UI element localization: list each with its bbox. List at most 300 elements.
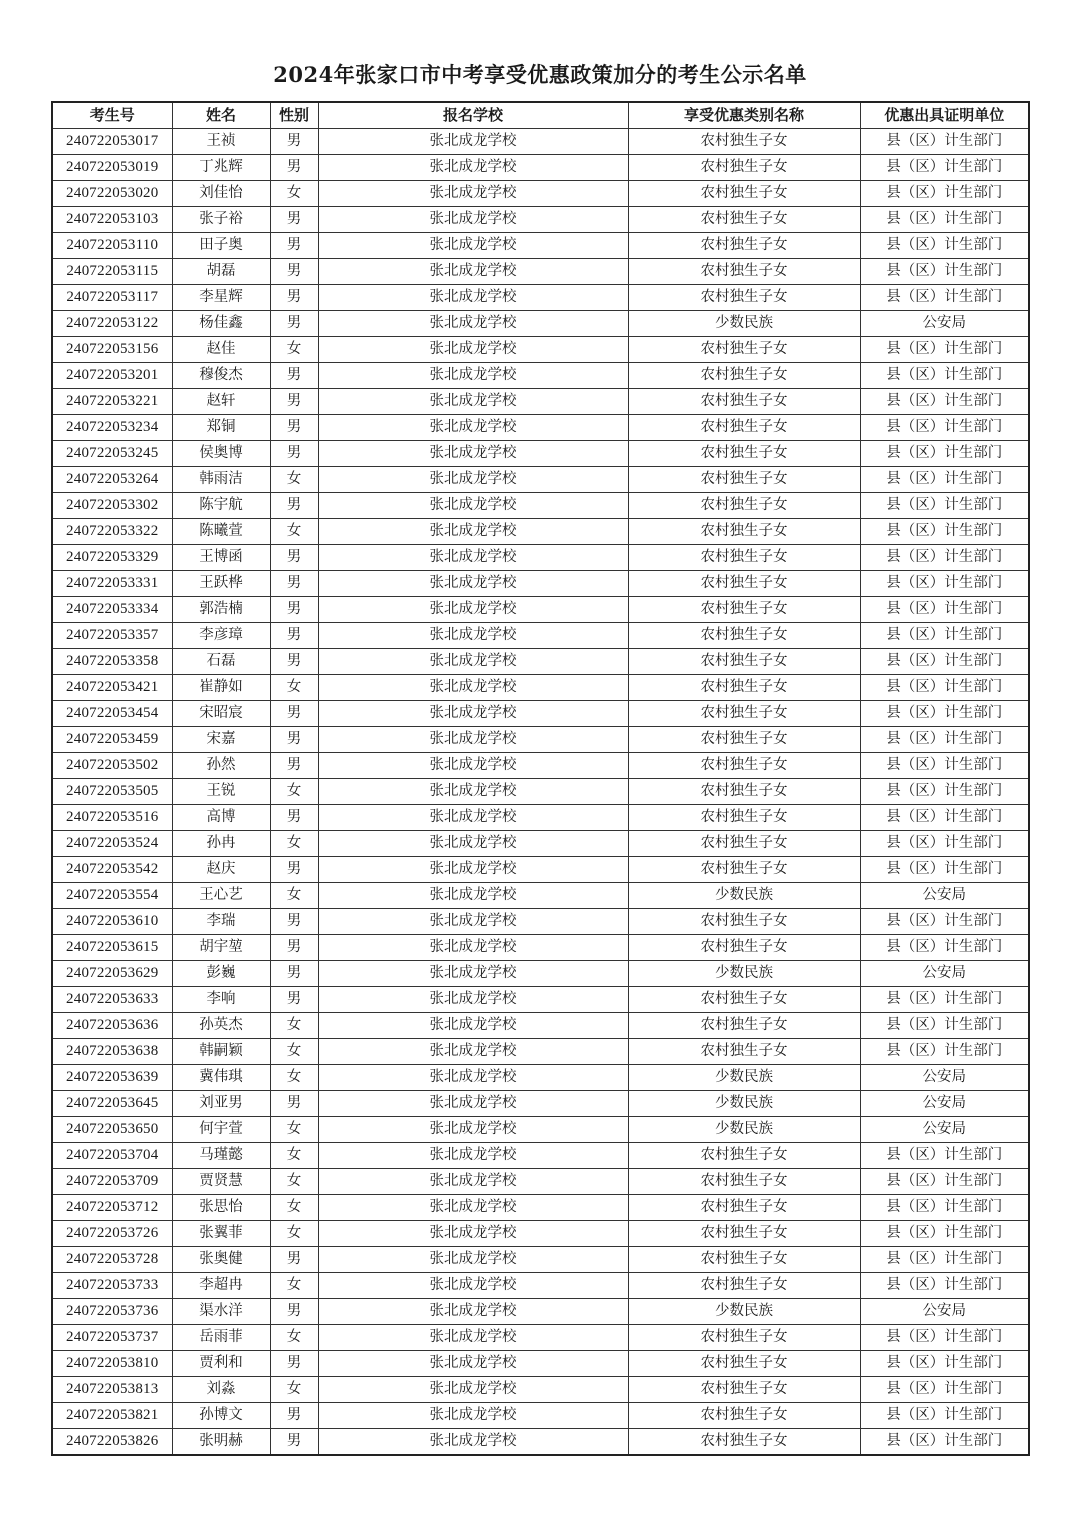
certifying-unit-cell: 县（区）计生部门 <box>860 389 1029 415</box>
gender-cell: 男 <box>270 233 318 259</box>
certifying-unit-cell: 县（区）计生部门 <box>860 935 1029 961</box>
table-row <box>52 1169 1029 1195</box>
gender-cell: 男 <box>270 311 318 337</box>
table-row <box>52 805 1029 831</box>
name-cell: 胡宇堃 <box>172 935 270 961</box>
name-cell: 刘淼 <box>172 1377 270 1403</box>
name-cell: 丁兆辉 <box>172 155 270 181</box>
gender-cell: 女 <box>270 1013 318 1039</box>
school-cell: 张北成龙学校 <box>318 129 628 155</box>
header-school: 报名学校 <box>318 102 628 129</box>
name-cell: 彭巍 <box>172 961 270 987</box>
gender-cell: 女 <box>270 467 318 493</box>
certifying-unit-cell: 县（区）计生部门 <box>860 753 1029 779</box>
exam-number-cell: 240722053264 <box>52 467 172 493</box>
school-cell: 张北成龙学校 <box>318 1169 628 1195</box>
certifying-unit-cell: 县（区）计生部门 <box>860 831 1029 857</box>
school-cell: 张北成龙学校 <box>318 1013 628 1039</box>
exam-number-cell: 240722053017 <box>52 129 172 155</box>
table-row <box>52 623 1029 649</box>
name-cell: 刘亚男 <box>172 1091 270 1117</box>
name-cell: 杨佳鑫 <box>172 311 270 337</box>
name-cell: 赵佳 <box>172 337 270 363</box>
benefit-category-cell: 农村独生子女 <box>628 753 860 779</box>
certifying-unit-cell: 公安局 <box>860 1299 1029 1325</box>
benefit-category-cell: 农村独生子女 <box>628 1195 860 1221</box>
gender-cell: 男 <box>270 935 318 961</box>
benefit-category-cell: 少数民族 <box>628 1091 860 1117</box>
exam-number-cell: 240722053712 <box>52 1195 172 1221</box>
school-cell: 张北成龙学校 <box>318 727 628 753</box>
header-gender: 性别 <box>270 102 318 129</box>
exam-number-cell: 240722053329 <box>52 545 172 571</box>
name-cell: 郑铜 <box>172 415 270 441</box>
table-row <box>52 181 1029 207</box>
table-row <box>52 1013 1029 1039</box>
table-row <box>52 987 1029 1013</box>
certifying-unit-cell: 县（区）计生部门 <box>860 467 1029 493</box>
certifying-unit-cell: 县（区）计生部门 <box>860 1039 1029 1065</box>
gender-cell: 女 <box>270 1221 318 1247</box>
school-cell: 张北成龙学校 <box>318 337 628 363</box>
benefit-category-cell: 农村独生子女 <box>628 363 860 389</box>
table-row <box>52 909 1029 935</box>
gender-cell: 女 <box>270 519 318 545</box>
certifying-unit-cell: 县（区）计生部门 <box>860 1169 1029 1195</box>
certifying-unit-cell: 县（区）计生部门 <box>860 181 1029 207</box>
certifying-unit-cell: 县（区）计生部门 <box>860 1377 1029 1403</box>
exam-number-cell: 240722053733 <box>52 1273 172 1299</box>
gender-cell: 女 <box>270 883 318 909</box>
benefit-category-cell: 农村独生子女 <box>628 285 860 311</box>
table-row <box>52 1429 1029 1456</box>
benefit-category-cell: 农村独生子女 <box>628 571 860 597</box>
name-cell: 王心艺 <box>172 883 270 909</box>
exam-number-cell: 240722053221 <box>52 389 172 415</box>
school-cell: 张北成龙学校 <box>318 1247 628 1273</box>
benefit-category-cell: 农村独生子女 <box>628 1039 860 1065</box>
certifying-unit-cell: 县（区）计生部门 <box>860 259 1029 285</box>
header-exam-number: 考生号 <box>52 102 172 129</box>
exam-number-cell: 240722053709 <box>52 1169 172 1195</box>
gender-cell: 男 <box>270 545 318 571</box>
gender-cell: 男 <box>270 623 318 649</box>
name-cell: 赵轩 <box>172 389 270 415</box>
school-cell: 张北成龙学校 <box>318 467 628 493</box>
certifying-unit-cell: 县（区）计生部门 <box>860 415 1029 441</box>
certifying-unit-cell: 县（区）计生部门 <box>860 1351 1029 1377</box>
school-cell: 张北成龙学校 <box>318 597 628 623</box>
name-cell: 胡磊 <box>172 259 270 285</box>
exam-number-cell: 240722053821 <box>52 1403 172 1429</box>
gender-cell: 男 <box>270 1351 318 1377</box>
name-cell: 李响 <box>172 987 270 1013</box>
certifying-unit-cell: 县（区）计生部门 <box>860 857 1029 883</box>
benefit-category-cell: 农村独生子女 <box>628 935 860 961</box>
table-row <box>52 571 1029 597</box>
school-cell: 张北成龙学校 <box>318 259 628 285</box>
benefit-category-cell: 少数民族 <box>628 311 860 337</box>
gender-cell: 男 <box>270 1429 318 1456</box>
exam-number-cell: 240722053638 <box>52 1039 172 1065</box>
benefit-category-cell: 农村独生子女 <box>628 1377 860 1403</box>
exam-number-cell: 240722053650 <box>52 1117 172 1143</box>
gender-cell: 男 <box>270 597 318 623</box>
table-row <box>52 311 1029 337</box>
table-row <box>52 415 1029 441</box>
benefit-category-cell: 农村独生子女 <box>628 727 860 753</box>
certifying-unit-cell: 县（区）计生部门 <box>860 441 1029 467</box>
exam-number-cell: 240722053610 <box>52 909 172 935</box>
certifying-unit-cell: 县（区）计生部门 <box>860 1273 1029 1299</box>
school-cell: 张北成龙学校 <box>318 935 628 961</box>
benefit-category-cell: 农村独生子女 <box>628 545 860 571</box>
table-row <box>52 1091 1029 1117</box>
table-row <box>52 753 1029 779</box>
certifying-unit-cell: 县（区）计生部门 <box>860 1325 1029 1351</box>
exam-number-cell: 240722053322 <box>52 519 172 545</box>
name-cell: 贾利和 <box>172 1351 270 1377</box>
gender-cell: 男 <box>270 753 318 779</box>
exam-number-cell: 240722053726 <box>52 1221 172 1247</box>
page-title: 2024年张家口市中考享受优惠政策加分的考生公示名单 <box>273 62 807 87</box>
school-cell: 张北成龙学校 <box>318 441 628 467</box>
name-cell: 王跃桦 <box>172 571 270 597</box>
benefit-category-cell: 农村独生子女 <box>628 337 860 363</box>
gender-cell: 女 <box>270 1169 318 1195</box>
exam-number-cell: 240722053629 <box>52 961 172 987</box>
table-row <box>52 363 1029 389</box>
exam-number-cell: 240722053736 <box>52 1299 172 1325</box>
certifying-unit-cell: 县（区）计生部门 <box>860 675 1029 701</box>
exam-number-cell: 240722053201 <box>52 363 172 389</box>
certifying-unit-cell: 县（区）计生部门 <box>860 207 1029 233</box>
exam-number-cell: 240722053633 <box>52 987 172 1013</box>
exam-number-cell: 240722053454 <box>52 701 172 727</box>
benefit-category-cell: 农村独生子女 <box>628 1403 860 1429</box>
certifying-unit-cell: 公安局 <box>860 1117 1029 1143</box>
gender-cell: 男 <box>270 1247 318 1273</box>
certifying-unit-cell: 县（区）计生部门 <box>860 129 1029 155</box>
name-cell: 孙冉 <box>172 831 270 857</box>
school-cell: 张北成龙学校 <box>318 1351 628 1377</box>
school-cell: 张北成龙学校 <box>318 1195 628 1221</box>
name-cell: 高博 <box>172 805 270 831</box>
school-cell: 张北成龙学校 <box>318 1091 628 1117</box>
certifying-unit-cell: 县（区）计生部门 <box>860 727 1029 753</box>
name-cell: 孙然 <box>172 753 270 779</box>
name-cell: 宋嘉 <box>172 727 270 753</box>
header-name: 姓名 <box>172 102 270 129</box>
gender-cell: 男 <box>270 649 318 675</box>
gender-cell: 男 <box>270 415 318 441</box>
certifying-unit-cell: 公安局 <box>860 1065 1029 1091</box>
benefit-category-cell: 农村独生子女 <box>628 493 860 519</box>
school-cell: 张北成龙学校 <box>318 1117 628 1143</box>
name-cell: 陈曦萱 <box>172 519 270 545</box>
certifying-unit-cell: 公安局 <box>860 961 1029 987</box>
certifying-unit-cell: 县（区）计生部门 <box>860 337 1029 363</box>
gender-cell: 男 <box>270 389 318 415</box>
school-cell: 张北成龙学校 <box>318 363 628 389</box>
gender-cell: 男 <box>270 1403 318 1429</box>
school-cell: 张北成龙学校 <box>318 415 628 441</box>
table-row <box>52 675 1029 701</box>
table-row <box>52 389 1029 415</box>
certifying-unit-cell: 县（区）计生部门 <box>860 649 1029 675</box>
school-cell: 张北成龙学校 <box>318 285 628 311</box>
name-cell: 何宇萱 <box>172 1117 270 1143</box>
school-cell: 张北成龙学校 <box>318 1221 628 1247</box>
certifying-unit-cell: 县（区）计生部门 <box>860 1247 1029 1273</box>
school-cell: 张北成龙学校 <box>318 1273 628 1299</box>
exam-number-cell: 240722053245 <box>52 441 172 467</box>
certifying-unit-cell: 县（区）计生部门 <box>860 1429 1029 1456</box>
gender-cell: 男 <box>270 207 318 233</box>
school-cell: 张北成龙学校 <box>318 233 628 259</box>
benefit-category-cell: 少数民族 <box>628 1299 860 1325</box>
certifying-unit-cell: 县（区）计生部门 <box>860 1143 1029 1169</box>
benefit-category-cell: 农村独生子女 <box>628 181 860 207</box>
certifying-unit-cell: 县（区）计生部门 <box>860 519 1029 545</box>
school-cell: 张北成龙学校 <box>318 1377 628 1403</box>
table-row <box>52 441 1029 467</box>
gender-cell: 男 <box>270 571 318 597</box>
name-cell: 李瑞 <box>172 909 270 935</box>
school-cell: 张北成龙学校 <box>318 805 628 831</box>
name-cell: 赵庆 <box>172 857 270 883</box>
name-cell: 张翼菲 <box>172 1221 270 1247</box>
gender-cell: 女 <box>270 831 318 857</box>
exam-number-cell: 240722053826 <box>52 1429 172 1456</box>
certifying-unit-cell: 县（区）计生部门 <box>860 1013 1029 1039</box>
table-row <box>52 259 1029 285</box>
header-benefit-category: 享受优惠类别名称 <box>628 102 860 129</box>
table-row <box>52 545 1029 571</box>
gender-cell: 女 <box>270 675 318 701</box>
exam-number-cell: 240722053115 <box>52 259 172 285</box>
certifying-unit-cell: 县（区）计生部门 <box>860 1195 1029 1221</box>
benefit-category-cell: 农村独生子女 <box>628 831 860 857</box>
school-cell: 张北成龙学校 <box>318 857 628 883</box>
school-cell: 张北成龙学校 <box>318 1325 628 1351</box>
name-cell: 王祯 <box>172 129 270 155</box>
benefit-category-cell: 农村独生子女 <box>628 649 860 675</box>
school-cell: 张北成龙学校 <box>318 649 628 675</box>
gender-cell: 女 <box>270 1273 318 1299</box>
exam-number-cell: 240722053459 <box>52 727 172 753</box>
certifying-unit-cell: 公安局 <box>860 311 1029 337</box>
name-cell: 张奥健 <box>172 1247 270 1273</box>
gender-cell: 男 <box>270 1299 318 1325</box>
school-cell: 张北成龙学校 <box>318 493 628 519</box>
school-cell: 张北成龙学校 <box>318 831 628 857</box>
benefit-category-cell: 农村独生子女 <box>628 233 860 259</box>
certifying-unit-cell: 县（区）计生部门 <box>860 623 1029 649</box>
gender-cell: 男 <box>270 155 318 181</box>
exam-number-cell: 240722053737 <box>52 1325 172 1351</box>
exam-number-cell: 240722053524 <box>52 831 172 857</box>
gender-cell: 男 <box>270 909 318 935</box>
benefit-category-cell: 少数民族 <box>628 1117 860 1143</box>
exam-number-cell: 240722053110 <box>52 233 172 259</box>
certifying-unit-cell: 县（区）计生部门 <box>860 545 1029 571</box>
gender-cell: 女 <box>270 337 318 363</box>
name-cell: 张思怡 <box>172 1195 270 1221</box>
gender-cell: 女 <box>270 1117 318 1143</box>
table-header-row <box>52 102 1029 129</box>
table-row <box>52 129 1029 155</box>
student-roster-table <box>51 101 1030 1456</box>
name-cell: 张子裕 <box>172 207 270 233</box>
benefit-category-cell: 少数民族 <box>628 1065 860 1091</box>
benefit-category-cell: 农村独生子女 <box>628 259 860 285</box>
table-row <box>52 935 1029 961</box>
table-row <box>52 779 1029 805</box>
table-row <box>52 857 1029 883</box>
name-cell: 王博函 <box>172 545 270 571</box>
school-cell: 张北成龙学校 <box>318 571 628 597</box>
benefit-category-cell: 农村独生子女 <box>628 441 860 467</box>
name-cell: 李彦璋 <box>172 623 270 649</box>
gender-cell: 女 <box>270 181 318 207</box>
school-cell: 张北成龙学校 <box>318 519 628 545</box>
benefit-category-cell: 农村独生子女 <box>628 415 860 441</box>
gender-cell: 女 <box>270 779 318 805</box>
gender-cell: 女 <box>270 1143 318 1169</box>
exam-number-cell: 240722053302 <box>52 493 172 519</box>
exam-number-cell: 240722053019 <box>52 155 172 181</box>
school-cell: 张北成龙学校 <box>318 1143 628 1169</box>
school-cell: 张北成龙学校 <box>318 883 628 909</box>
benefit-category-cell: 农村独生子女 <box>628 207 860 233</box>
benefit-category-cell: 农村独生子女 <box>628 1351 860 1377</box>
benefit-category-cell: 农村独生子女 <box>628 701 860 727</box>
table-row <box>52 155 1029 181</box>
certifying-unit-cell: 县（区）计生部门 <box>860 1221 1029 1247</box>
table-row <box>52 1377 1029 1403</box>
name-cell: 韩雨洁 <box>172 467 270 493</box>
name-cell: 张明赫 <box>172 1429 270 1456</box>
gender-cell: 男 <box>270 129 318 155</box>
name-cell: 冀伟琪 <box>172 1065 270 1091</box>
table-row <box>52 285 1029 311</box>
table-row <box>52 233 1029 259</box>
school-cell: 张北成龙学校 <box>318 207 628 233</box>
exam-number-cell: 240722053234 <box>52 415 172 441</box>
certifying-unit-cell: 县（区）计生部门 <box>860 909 1029 935</box>
gender-cell: 男 <box>270 857 318 883</box>
table-body <box>52 129 1029 1456</box>
certifying-unit-cell: 县（区）计生部门 <box>860 597 1029 623</box>
benefit-category-cell: 农村独生子女 <box>628 1273 860 1299</box>
table-row <box>52 1221 1029 1247</box>
table-row <box>52 1299 1029 1325</box>
certifying-unit-cell: 县（区）计生部门 <box>860 805 1029 831</box>
gender-cell: 男 <box>270 727 318 753</box>
name-cell: 孙英杰 <box>172 1013 270 1039</box>
exam-number-cell: 240722053813 <box>52 1377 172 1403</box>
name-cell: 穆俊杰 <box>172 363 270 389</box>
school-cell: 张北成龙学校 <box>318 389 628 415</box>
school-cell: 张北成龙学校 <box>318 1039 628 1065</box>
benefit-category-cell: 农村独生子女 <box>628 1013 860 1039</box>
benefit-category-cell: 农村独生子女 <box>628 1221 860 1247</box>
name-cell: 陈宇航 <box>172 493 270 519</box>
benefit-category-cell: 农村独生子女 <box>628 909 860 935</box>
benefit-category-cell: 农村独生子女 <box>628 389 860 415</box>
school-cell: 张北成龙学校 <box>318 155 628 181</box>
gender-cell: 男 <box>270 961 318 987</box>
header-certifying-unit: 优惠出具证明单位 <box>860 102 1029 129</box>
table-row <box>52 1247 1029 1273</box>
name-cell: 宋昭宸 <box>172 701 270 727</box>
table-row <box>52 1065 1029 1091</box>
gender-cell: 男 <box>270 363 318 389</box>
certifying-unit-cell: 县（区）计生部门 <box>860 701 1029 727</box>
exam-number-cell: 240722053334 <box>52 597 172 623</box>
exam-number-cell: 240722053636 <box>52 1013 172 1039</box>
school-cell: 张北成龙学校 <box>318 545 628 571</box>
table-row <box>52 961 1029 987</box>
table-row <box>52 1143 1029 1169</box>
name-cell: 王锐 <box>172 779 270 805</box>
school-cell: 张北成龙学校 <box>318 181 628 207</box>
gender-cell: 女 <box>270 1325 318 1351</box>
name-cell: 崔静如 <box>172 675 270 701</box>
table-row <box>52 1403 1029 1429</box>
benefit-category-cell: 农村独生子女 <box>628 675 860 701</box>
benefit-category-cell: 农村独生子女 <box>628 1169 860 1195</box>
certifying-unit-cell: 县（区）计生部门 <box>860 1403 1029 1429</box>
gender-cell: 男 <box>270 285 318 311</box>
certifying-unit-cell: 县（区）计生部门 <box>860 493 1029 519</box>
benefit-category-cell: 农村独生子女 <box>628 987 860 1013</box>
benefit-category-cell: 农村独生子女 <box>628 1429 860 1456</box>
gender-cell: 男 <box>270 701 318 727</box>
exam-number-cell: 240722053020 <box>52 181 172 207</box>
name-cell: 侯奥博 <box>172 441 270 467</box>
exam-number-cell: 240722053554 <box>52 883 172 909</box>
table-row <box>52 207 1029 233</box>
benefit-category-cell: 农村独生子女 <box>628 129 860 155</box>
table-row <box>52 1351 1029 1377</box>
name-cell: 韩嗣颖 <box>172 1039 270 1065</box>
table-row <box>52 883 1029 909</box>
school-cell: 张北成龙学校 <box>318 987 628 1013</box>
exam-number-cell: 240722053357 <box>52 623 172 649</box>
certifying-unit-cell: 县（区）计生部门 <box>860 779 1029 805</box>
gender-cell: 男 <box>270 441 318 467</box>
exam-number-cell: 240722053645 <box>52 1091 172 1117</box>
gender-cell: 男 <box>270 987 318 1013</box>
table-row <box>52 1117 1029 1143</box>
name-cell: 李星辉 <box>172 285 270 311</box>
certifying-unit-cell: 县（区）计生部门 <box>860 155 1029 181</box>
benefit-category-cell: 农村独生子女 <box>628 1325 860 1351</box>
exam-number-cell: 240722053516 <box>52 805 172 831</box>
school-cell: 张北成龙学校 <box>318 1403 628 1429</box>
name-cell: 岳雨菲 <box>172 1325 270 1351</box>
benefit-category-cell: 农村独生子女 <box>628 779 860 805</box>
benefit-category-cell: 农村独生子女 <box>628 1247 860 1273</box>
table-row <box>52 1325 1029 1351</box>
exam-number-cell: 240722053728 <box>52 1247 172 1273</box>
gender-cell: 男 <box>270 805 318 831</box>
gender-cell: 女 <box>270 1195 318 1221</box>
school-cell: 张北成龙学校 <box>318 701 628 727</box>
name-cell: 郭浩楠 <box>172 597 270 623</box>
